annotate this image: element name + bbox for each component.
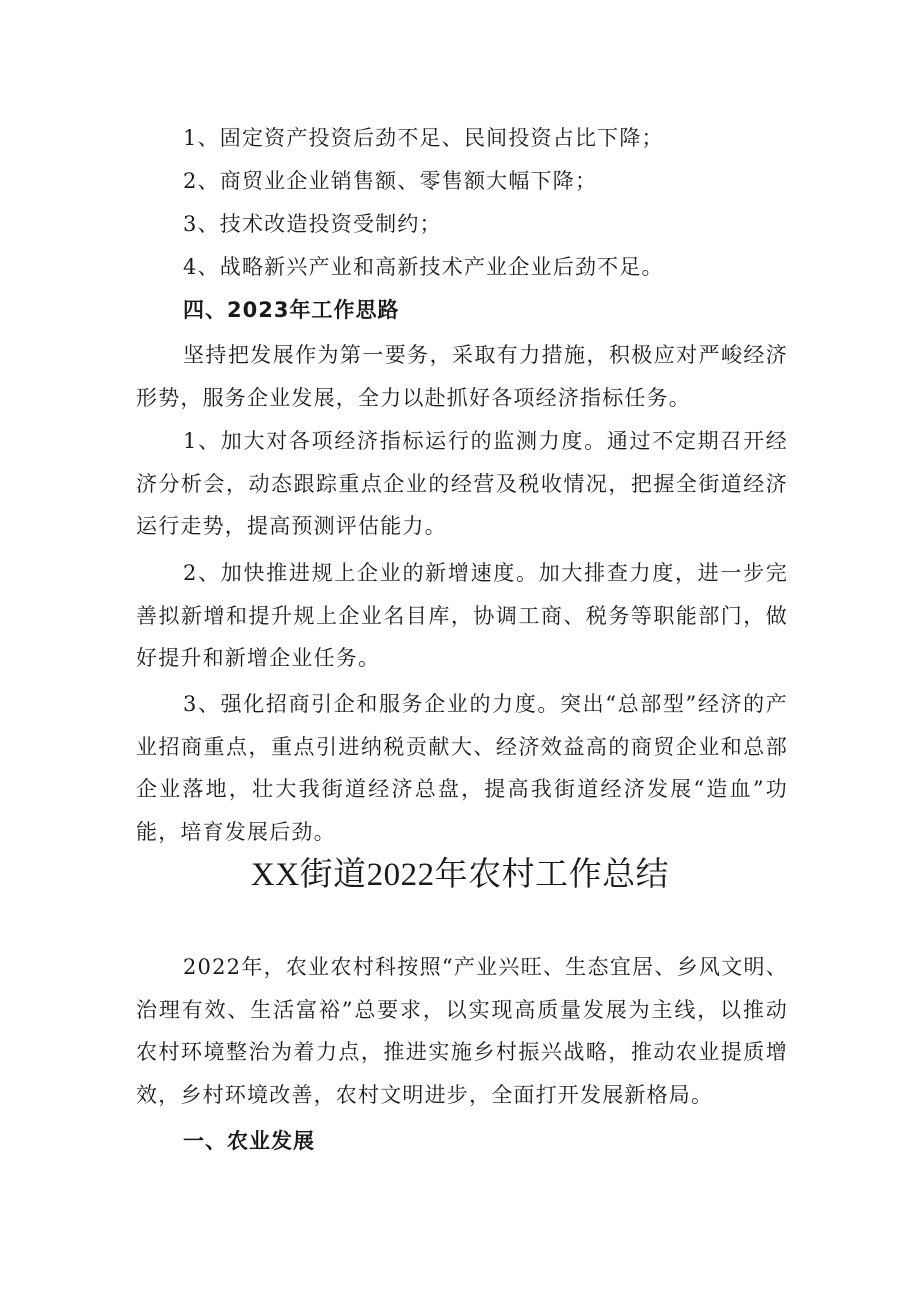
document-title: XX街道2022年农村工作总结 xyxy=(250,857,670,893)
work-plan-point-2: 2、加快推进规上企业的新增速度。加大排查力度，进一步完善拟新增和提升规上企业名目库，协调工商、税务等职能部门，做好提升和新增企业任务。 xyxy=(136,561,788,670)
work-plan-intro: 坚持把发展作为第一要务，采取有力措施，积极应对严峻经济形势，服务企业发展，全力以赴抓好各项经济指标任务。 xyxy=(136,343,788,410)
section-heading-work-plan: 四、2023年工作思路 xyxy=(183,298,400,322)
section-heading-agriculture: 一、农业发展 xyxy=(183,1129,315,1153)
work-plan-point-3: 3、强化招商引企和服务企业的力度。突出“总部型”经济的产业招商重点，重点引进纳税贡献大、经济效益高的商贸企业和总部企业落地，壮大我街道经济总盘，提高我街道经济发展“造血”功能，培育发展后劲。 xyxy=(136,692,788,844)
issue-item-4: 4、战略新兴产业和高新技术产业企业后劲不足。 xyxy=(183,255,664,279)
issue-item-1: 1、固定资产投资后劲不足、民间投资占比下降； xyxy=(183,126,664,150)
issue-item-3: 3、技术改造投资受制约； xyxy=(183,212,442,236)
work-plan-point-1: 1、加大对各项经济指标运行的监测力度。通过不定期召开经济分析会，动态跟踪重点企业的经营及税收情况，把握全街道经济运行走势，提高预测评估能力。 xyxy=(136,429,788,538)
issue-item-2: 2、商贸业企业销售额、零售额大幅下降； xyxy=(183,169,598,193)
rural-work-intro: 2022年，农业农村科按照“产业兴旺、生态宜居、乡风文明、治理有效、生活富裕”总要求，以实现高质量发展为主线，以推动农村环境整治为着力点，推进实施乡村振兴战略，推动农业提质增效，乡村环境改善，农村文明进步，全面打开发展新格局。 xyxy=(136,955,788,1107)
